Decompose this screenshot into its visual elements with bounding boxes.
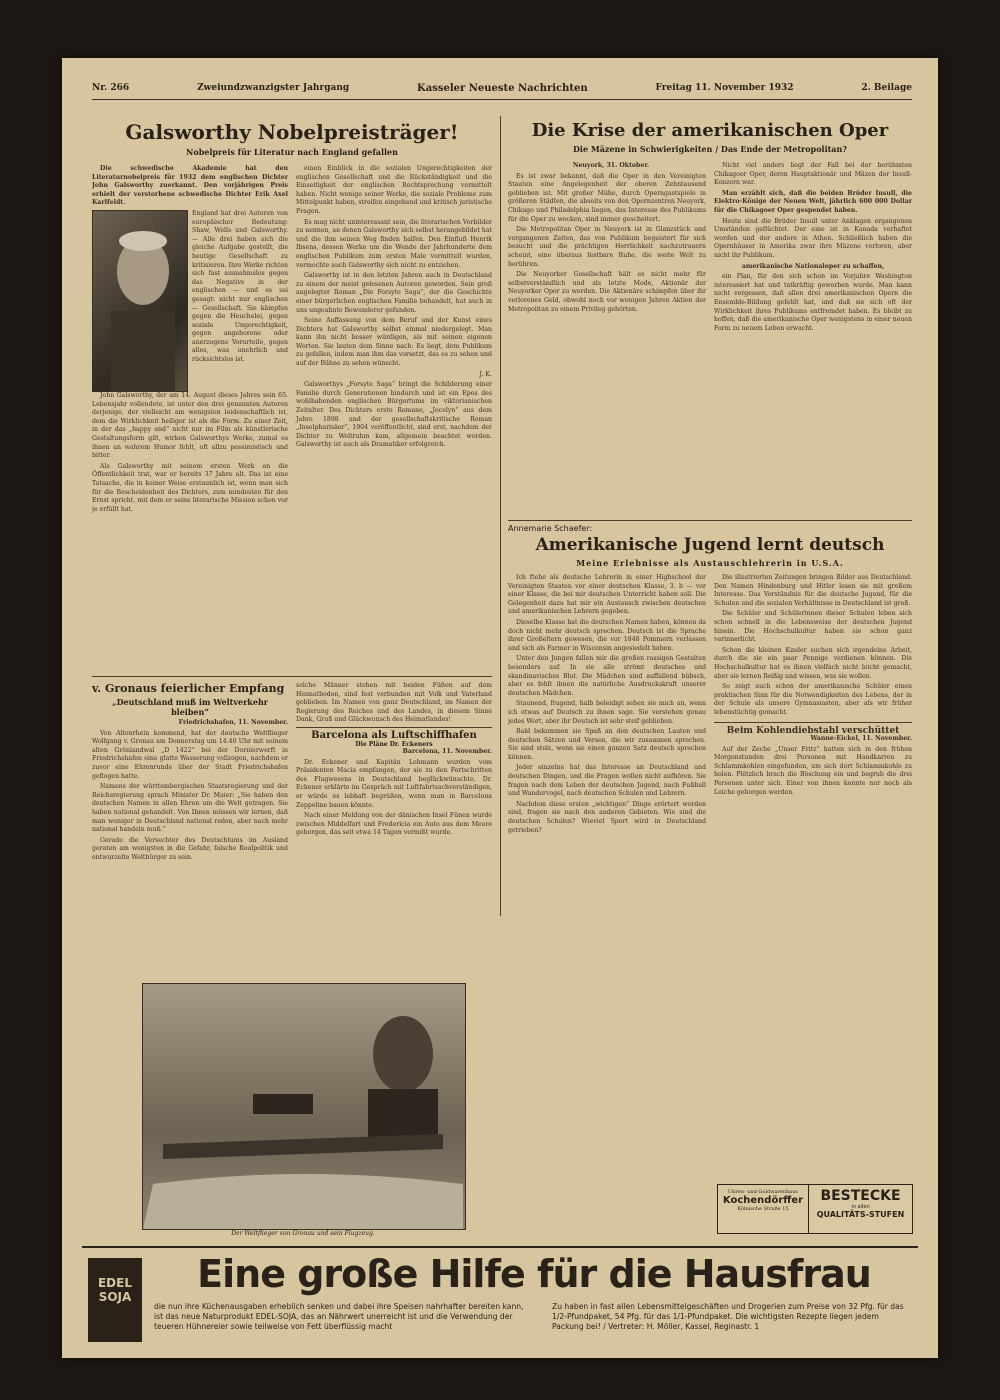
galsworthy-body-4: einen Einblick in die sozialen Ungerechtigkeiten der englischen Gesellschaft und die Rückständigkeit und die Einseitigkeit der englischen Rechtsprechung vermittelt haben. Nicht wenige seiner Werke, die soziale Probleme zum Mittelpunkt haben, streifen eingehend und kritisch juristische Fragen. bbox=[296, 165, 492, 215]
galsworthy-body-7: Seine Auffassung von dem Beruf und der Kunst eines Dichters hat Galsworthy selbst einmal niedergelegt. Man kann ihn nicht besser würdigen, als mit seinen eigenen Worten. Sie lauten dem Sinne nach: Es liegt, dem Publikum zu gefallen, indem man ihm das vorsetzt, das es zu sehen und auf der Bühne zu sehen wünscht. bbox=[296, 317, 492, 368]
column-divider bbox=[500, 116, 501, 916]
ad-left-text: die nun ihre Küchenausgaben erheblich senken und dabei ihre Speisen nahrhafter bereiten kann, ist das neue Naturprodukt EDEL-SOJA, das an Nährwert unerreicht ist und die Verwendung der teueren Hühnereier sowie teilweise von Fett überflüssig macht bbox=[154, 1302, 524, 1331]
galsworthy-body-8: Galsworthys „Forsyte Saga“ bringt die Schilderung einer Familie durch Generationen hindurch und ist ein Epos des wohlhabenden englischen Bürgertums im viktorianischen Zeitalter. Des Dichters erste Romane, „Jocelyn“ aus dem Jahre 1898 und der gesellschaftskritische Roman „Inselpharisäer“, 1904 veröffentlicht, sind erst, nachdem der Dichter zu Weltruhm kam, allgemein beachtet worden. Galsworthy ist auch als Dramatiker erfolgreich. bbox=[296, 381, 492, 449]
supplement: 2. Beilage bbox=[861, 83, 912, 93]
galsworthy-body-5: Es mag nicht uninteressant sein, die literarischen Vorbilder zu nennen, an denen Galsworthy sich selbst herangebildet hat und die ihm seinen Weg finden halfen. Den Einfluß Henrik Ibsens, dessen Werke um die Wende der Jahrhunderte dem englischen Publikum zum ersten Male vermittelt wurden, vermochte auch Galsworthy sich nicht zu entziehen. bbox=[296, 218, 492, 269]
paper-name: Kasseler Neueste Nachrichten bbox=[417, 82, 588, 94]
gronau-body-2: Namens der württembergischen Staatsregierung und der Reichsregierung sprach Minister Dr. Maier: „Sie haben den deutschen Namen in allen Ehren um die Welt getragen. Sie haben national gehandelt. Von Ihnen müssen wir lernen, daß man weniger in Deutschland national reden, aber nach mehr national handeln muß.“ bbox=[92, 783, 288, 834]
ad-right-text: Zu haben in fast allen Lebensmittelgeschäften und Drogerien zum Preise von 32 Pfg. für das 1/2-Pfundpaket, 54 Pfg. für das 1/1-Pfundpaket. Die wichtigsten Rezepte liegen jedem Packung bei! / Vertreter: H. Möller, Kassel, Reginastr. 1 bbox=[552, 1302, 904, 1331]
masthead bbox=[92, 80, 912, 100]
kohlen-dateline: Wanne-Eickel, 11. November. bbox=[810, 735, 912, 743]
ad-divider bbox=[82, 1246, 918, 1248]
jugend-body-11: So zeigt auch schon der amerikanische Schüler einen praktischen Sinn für die Notwendigkeiten des Lebens, der in der Schule als unsere Gymnasiasten, aber als wir früher lebenstüchtig gemacht. bbox=[714, 683, 912, 716]
galsworthy-subhead: Nobelpreis für Literatur nach England gefallen bbox=[186, 147, 398, 157]
jugend-body-4: Staunend, fragend, halb beleidigt sehen sie mich an, wenn ich etwas auf Deutsch zu ihnen sage. Sie verstehen genau jedes Wort, aber ihr Deutsch ist sehr steif geblieben. bbox=[508, 700, 706, 725]
soja-box-icon: EDEL SOJA bbox=[88, 1258, 142, 1342]
newspaper-page bbox=[62, 58, 938, 1358]
ad-headline: Eine große Hilfe für die Hausfrau bbox=[197, 1252, 871, 1296]
oper-subhead-2: amerikanische Nationaloper zu schaffen, bbox=[741, 262, 885, 270]
galsworthy-body-3: Als Galsworthy mit seinem ersten Werk an die Öffentlichkeit trat, war er bereits 37 Jahre alt. Das ist eine Tatsache, die in keiner Weise erstaunlich ist, wenn man sich für die Bescheidenheit des Dichters, zum mindesten für den Ernst spricht, mit dem er seine literarische Mission schon vor je erfüllt hat. bbox=[92, 462, 288, 513]
barcelona-body-0: solche Männer stehen mit beiden Füßen auf dem Heimatboden, sind fest verbunden mit Volk und Vaterland geblieben. Im Namen von ganz Deutschland, im Namen der Regierung des Reiches und des Landes, in diesem Sinne Dank, Gruß und Glückwunsch des Heimatlandes! bbox=[296, 682, 492, 724]
galsworthy-article bbox=[92, 116, 492, 671]
oper-body-4: Nicht viel anders liegt der Fall bei der berühmten Chikagoer Oper, deren Hauptaktionär und Mäzen der Insull-Konzern war. bbox=[714, 162, 912, 187]
gronau-body-1: Von Altenrhein kommend, hat der deutsche Weltflieger Wolfgang v. Gronau am Donnerstag um 14.40 Uhr mit seinem alten Grönlandwal „D 1422“ bei der Dornierwerft in Friedrichshafen eine glatte Wasserung vollzogen, nachdem er zuvor eine Ehrenrunde über der Stadt Friedrichshafen geflogen hatte. bbox=[92, 729, 288, 780]
ad-address: Kölnische Straße 15 bbox=[737, 1206, 789, 1212]
oper-body-3: Die Neuyorker Gesellschaft hält es nicht mehr für selbstverständlich und als letzte Mode, Aktionär der Neuyorker Oper zu werden. Die Aktionäre schimpfen über ihr verlorenes Geld, obwohl noch vor wenigen Jahren Aktien der Metropolitan zu einem Privileg gehörten. bbox=[508, 271, 706, 313]
barcelona-headline: Barcelona als Luftschiffhafen bbox=[311, 729, 477, 741]
jugend-body-9: Die Schüler und Schülerinnen dieser Schulen leben sich schon schnell in die Lebensweise der deutschen Jugend hinein. Die Hochschulkultur haben sie schon ganz verinnerlicht. bbox=[714, 610, 912, 644]
oper-body-6: Heute sind die Brüder Insull unter Anklagen ergangenen Umständen geflüchtet. Der eine ist in Kanada verhaftet worden und der andere in Athen. Schließlich haben die Opernhäuser in Amerika zwar ihre Mäzene verloren, aber nicht ihr Publikum. bbox=[714, 217, 912, 259]
oper-dateline: Neuyork, 31. Oktober. bbox=[572, 162, 650, 169]
jugend-body-5: Bald bekommen sie Spaß an den deutschen Lauten und deutschen Sätzen und Versen, die wir zusammen sprechen. Sie sind stolz, wenn sie einen ganzen Satz deutsch sprechen können. bbox=[508, 728, 706, 761]
oper-body-2: Die Metropolitan Oper in Neuyork ist in Glanzstück und vergangenen Zeiten, das von Publikum begeistert für sich besucht und die prächtigen Herrlichkeit nachzutrauern scheint, eine überaus festbare Ruhe, die weite Welt zu berühren. bbox=[508, 226, 706, 268]
oper-article bbox=[508, 116, 912, 516]
ad-shop-line: Uhren- und Goldwarenhaus bbox=[727, 1189, 799, 1195]
gronau-article bbox=[92, 682, 288, 982]
issue-date: Freitag 11. November 1932 bbox=[655, 83, 794, 93]
volume: Zweiundzwanzigster Jahrgang bbox=[197, 83, 350, 93]
oper-body-5: Man erzählt sich, daß die beiden Brüder Insull, die Elektro-Könige der Neuen Welt, jährlich 600 000 Dollar für die Chikagoer Oper gespendet haben. bbox=[714, 189, 912, 214]
barcelona-subhead: Die Pläne Dr. Eckeners bbox=[355, 740, 433, 748]
barcelona-article bbox=[296, 682, 492, 982]
edel-soja-ad bbox=[82, 1252, 918, 1348]
oper-subhead: Die Mäzene in Schwierigkeiten / Das Ende der Metropolitan? bbox=[572, 144, 847, 154]
section-divider-left bbox=[92, 676, 492, 677]
galsworthy-body-2: John Galsworthy, der am 14. August dieses Jahres sein 65. Lebensjahr vollendete, ist unter den drei genannten Autoren derjenige, der vielleicht am wenigsten leidenschaftlich ist, dem die Wirklichkeit heiliger ist als die Form. Zu einer Zeit, in der das „happy end“ nicht nur im Film als künstlerische Gestaltungsform gilt, wirken Galsworthys Werke, zumal es ihnen an wahrem Humor fehlt, oft allzu pessimistisch und bitter. bbox=[92, 391, 288, 460]
galsworthy-signature: J. K. bbox=[479, 370, 492, 378]
barcelona-body-2: Nach einer Meldung von der dänischen Insel Fünen wurde zwischen Middelfart und Fredericia ein Auto aus dem Meere geborgen, das seit etwa 14 Tagen vermißt wurde. bbox=[296, 812, 492, 837]
galsworthy-body-6: Galsworthy ist in den letzten Jahren auch in Deutschland zu einem der meist gelesenen Autoren geworden. Sein groß angelegter Roman „Die Forsyte Saga“, der die Geschichte einer bürgerlichen englischen Familie behandelt, hat auch in uns ungeahnte Bewunderer gefunden. bbox=[296, 272, 492, 314]
gronau-photo bbox=[142, 983, 466, 1230]
gronau-dateline: Friedrichshafen, 11. November. bbox=[178, 719, 288, 726]
photo-caption: Der Weltflieger von Gronau und sein Flugzeug. bbox=[231, 1230, 375, 1237]
jugend-body-2: Dieselbe Klasse hat die deutschen Namen haben, können da doch nicht mehr deutsch sprechen. Deutsch ist die Sprache ihrer Großeltern gewesen, die vor 1848 Pommern verlassen und sich als Farmer in Wisconsin angesiedelt haben. bbox=[508, 618, 706, 652]
jugend-article bbox=[508, 524, 912, 1224]
jugend-author: Annemarie Schaefer: bbox=[508, 524, 593, 533]
jugend-body-3: Unter den Jungen fallen mir die großen rassigen Gestalten besonders auf. In sie alle strömt deutsches und skandinavisches Blut. Die Mädchen sind auffallend hübsch, aber es fehlt ihnen die natürliche Ausdruckskraft unserer deutschen Mädchen. bbox=[508, 655, 706, 697]
kohlen-headline: Beim Kohlendiebstahl verschüttet bbox=[726, 725, 900, 736]
bestecke-ad bbox=[717, 1184, 913, 1234]
ad-sub1: in allen bbox=[851, 1204, 870, 1210]
galsworthy-body-1: England hat drei Autoren von europäischer Bedeutung: Shaw, Wells und Galsworthy. — Alle drei haben sich die gleiche Aufgabe gestellt, die heutige Gesellschaft zu kritisieren. Ihre Werke richten sich fast ausnahmslos gegen das Negative in der englischen — und es sei gesagt: nicht nur englischen — Gesellschaft. Sie kämpfen gegen die Heuchelei, gegen soziale Ungerechtigkeit, gegen angeborene oder anerzogene Vorurteile, gegen alles, was unehrlich und rücksichtslos ist. bbox=[192, 209, 288, 364]
oper-body-7: ein Plan, für den sich schon im Vorjahre Washington interessiert hat und tatkräftig geworben wurde. Man kann nicht vergessen, daß allen drei amerikanischen Opern die Ensemble-Bildung gefehlt hat, und daß sie sich oft der Wirklichkeit ihres Publikums entfremdet haben. Es bleibt zu hoffen, daß die amerikanische Oper wenigstens in einer neuen Form zu neuem Leben erwacht. bbox=[714, 273, 912, 332]
jugend-body-6: Jeder einzelne hat das Interesse an Deutschland und deutschen Dingen, und die Fragen wollen nicht aufhören. Sie fragen nach dem Leben der deutschen Jugend, nach Fußball und Wandervogel, nach deutschen Schulen und Lehrern. bbox=[508, 764, 706, 798]
jugend-body-7: Nachdem diese ersten „wichtigen“ Dinge erörtert worden sind, fragen sie nach den anderen Gebieten. Wie sind die deutschen Schulen? Wieviel Sport wird in Deutschland getrieben? bbox=[508, 800, 706, 834]
gronau-subhead: „Deutschland muß im Weltverkehr bleiben“ bbox=[112, 697, 268, 717]
galsworthy-lead: Die schwedische Akademie hat den Literaturnobelpreis für 1932 dem englischen Dichter John Galsworthy zuerkannt. Den vorjährigen Preis erhielt der verstorbene schwedische Dichter Erik Axel Karlfeldt. bbox=[92, 165, 288, 207]
gronau-headline: v. Gronaus feierlicher Empfang bbox=[92, 682, 285, 695]
gronau-body-3: Gerade die Versechter des Deutschtums im Ausland geraten am wenigsten in die Gefahr, falsche Realpolitik und entwurzelte Weltbürger zu sein. bbox=[92, 836, 288, 861]
oper-body-1: Es ist zwar bekannt, daß die Oper in den Vereinigten Staaten eine Angelegenheit der oberen Zehntausend geblieben ist. Mit großer Mühe, durch Operngastspiele in größeren Städten, die abseits von den Opernzentren Neuyork, Chikago und Philadelphia liegen, das Interesse des Publikums für die Oper zu wecken, sind immer gescheitert. bbox=[508, 172, 706, 223]
jugend-body-8: Die illustrierten Zeitungen bringen Bilder aus Deutschland. Den Namen Hindenburg und Hitler lesen sie mit großem Interesse. Das Verständnis für die deutsche Jugend, für die Schulen und die sozialen Verhältnisse in Deutschland ist groß. bbox=[714, 574, 912, 607]
kohlen-body: Auf der Zeche „Unser Fritz“ hatten sich in den frühen Morgenstunden drei Personen mit Handkarren zu Schlammkohlen eingefunden, um sich dort Schlammkohle zu holen. Plötzlich brach die Böschung ein und begrub die drei Personen unter sich. Einer von ihnen konnte nur noch als Leiche geborgen werden. bbox=[714, 745, 912, 796]
jugend-body-1: Ich ftehe als deutsche Lehrerin in einer Highschool der Vereinigten Staaten vor einer deutschen Klasse, 3. b — vor einer Klasse, die bei mir deutschen Unterricht haben soll. Die Gelegenheit dazu hat mir ein Austausch zwischen deutschen und amerikanischen Lehrern gegeben. bbox=[508, 574, 706, 616]
barcelona-dateline: Barcelona, 11. November. bbox=[402, 747, 492, 755]
oper-headline: Die Krise der amerikanischen Oper bbox=[531, 120, 889, 141]
galsworthy-portrait bbox=[92, 210, 188, 392]
issue-number: Nr. 266 bbox=[92, 83, 130, 93]
galsworthy-headline: Galsworthy Nobelpreisträger! bbox=[125, 120, 459, 144]
section-divider bbox=[508, 520, 912, 521]
jugend-subhead: Meine Erlebnisse als Austauschlehrerin in U.S.A. bbox=[576, 558, 844, 568]
jugend-body-10: Schon die kleinen Kinder suchen sich irgendeine Arbeit, durch die sie ein paar Pennige verdienen können. Die Hochschulkultur hat es ihnen vielfach nicht leicht gemacht, aber sie lernen fleißig und wissen, was sie wollen. bbox=[714, 646, 912, 680]
ad-product: BESTECKE bbox=[820, 1188, 901, 1204]
ad-shop-name: Kochendörffer bbox=[722, 1195, 804, 1206]
jugend-headline: Amerikanische Jugend lernt deutsch bbox=[535, 535, 885, 555]
barcelona-body-1: Dr. Eckener und Kapitän Lehmann wurden vom Präsidenten Macia empfangen, der sie zu den Fortschritten des Flugwesens in Deutschland beglückwünschte. Dr. Eckener erklärte im Gespräch mit Luftfahrtsachverständigen, er würde es lebhaft begrüßen, wenn man in Barcelona Zeppeline bauen könnte. bbox=[296, 758, 492, 809]
ad-sub2: QUALITÄTS-STUFEN bbox=[816, 1210, 905, 1219]
